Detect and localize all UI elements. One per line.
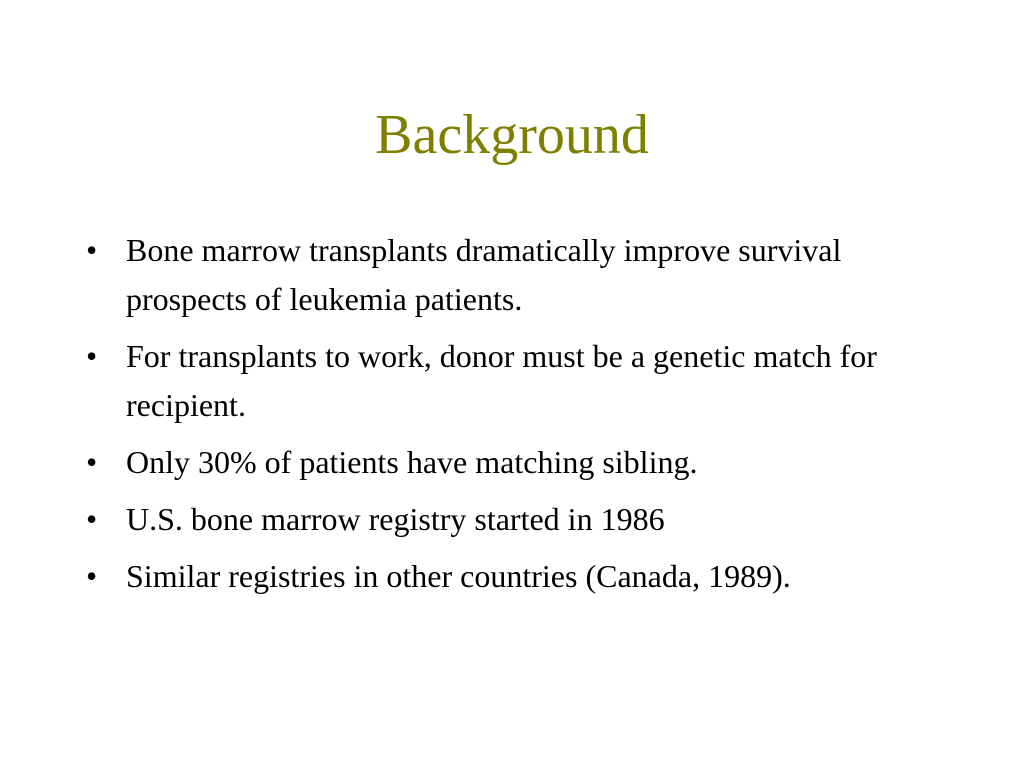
bullet-dot-icon: • (86, 232, 98, 268)
bullet-dot-icon: • (86, 444, 98, 480)
bullet-text: Similar registries in other countries (Canada, 1989). (126, 558, 791, 594)
bullet-item (86, 226, 916, 324)
bullet-item (86, 332, 916, 430)
bullet-list (86, 226, 916, 609)
bullet-item (86, 438, 916, 487)
slide-title: Background (375, 104, 649, 166)
bullet-item (86, 552, 916, 601)
bullet-item (86, 495, 916, 544)
bullet-dot-icon: • (86, 501, 98, 537)
bullet-text: Only 30% of patients have matching sibling. (126, 444, 698, 480)
bullet-text: U.S. bone marrow registry started in 1986 (126, 501, 665, 537)
bullet-dot-icon: • (86, 338, 98, 374)
bullet-dot-icon: • (86, 558, 98, 594)
bullet-text: For transplants to work, donor must be a genetic match for recipient. (126, 338, 877, 423)
bullet-text: Bone marrow transplants dramatically improve survival prospects of leukemia patients. (126, 232, 842, 317)
